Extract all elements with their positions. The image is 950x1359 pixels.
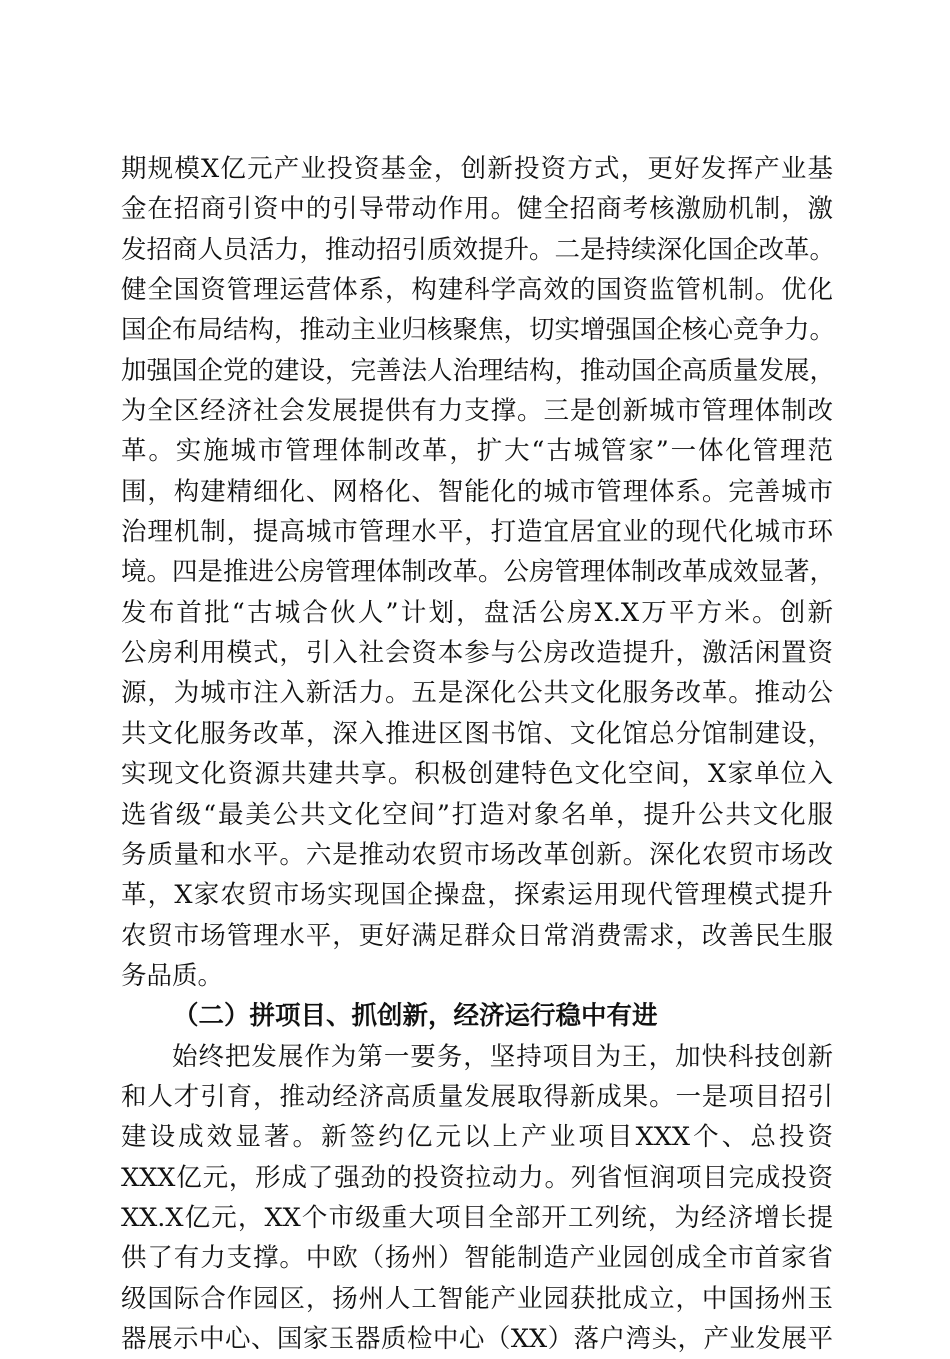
text-line: 革。实施城市管理体制改革，扩大“古城管家”一体化管理范 (121, 436, 833, 467)
section-heading: （二）拼项目、抓创新，经济运行稳中有进 (173, 1001, 658, 1032)
text-line: 务质量和水平。六是推动农贸市场改革创新。深化农贸市场改 (121, 839, 833, 870)
text-line: 务品质。 (121, 960, 224, 991)
text-line: 始终把发展作为第一要务，坚持项目为王，加快科技创新 (172, 1041, 833, 1072)
text-line: 和人才引育，推动经济高质量发展取得新成果。一是项目招引 (121, 1081, 833, 1112)
text-line: 共文化服务改革，深入推进区图书馆、文化馆总分馆制建设， (121, 718, 833, 749)
text-line: 治理机制，提高城市管理水平，打造宜居宜业的现代化城市环 (121, 517, 833, 548)
text-line: 境。四是推进公房管理体制改革。公房管理体制改革成效显著， (121, 557, 836, 588)
text-line: 器展示中心、国家玉器质检中心（XX）落户湾头，产业发展平 (121, 1323, 833, 1354)
text-line: 源，为城市注入新活力。五是深化公共文化服务改革。推动公 (121, 678, 833, 709)
text-line: XXX亿元，形成了强劲的投资拉动力。列省恒润项目完成投资 (121, 1162, 833, 1193)
text-line: 国企布局结构，推动主业归核聚焦，切实增强国企核心竞争力。 (121, 315, 836, 346)
text-line: 革，X家农贸市场实现国企操盘，探索运用现代管理模式提升 (121, 880, 833, 911)
text-line: 选省级“最美公共文化空间”打造对象名单，提升公共文化服 (121, 799, 833, 830)
text-line: 发布首批“古城合伙人”计划，盘活公房X.X万平方米。创新 (121, 597, 833, 628)
text-line: 期规模X亿元产业投资基金，创新投资方式，更好发挥产业基 (121, 154, 833, 184)
text-line: 建设成效显著。新签约亿元以上产业项目XXX个、总投资 (121, 1122, 833, 1153)
text-line: 围，构建精细化、网格化、智能化的城市管理体系。完善城市 (121, 476, 833, 507)
text-line: 加强国企党的建设，完善法人治理结构，推动国企高质量发展， (121, 355, 836, 386)
text-line: 实现文化资源共建共享。积极创建特色文化空间，X家单位入 (121, 759, 833, 790)
document-body (121, 149, 836, 1359)
text-line: 为全区经济社会发展提供有力支撑。三是创新城市管理体制改 (121, 396, 833, 427)
text-line: 级国际合作园区，扬州人工智能产业园获批成立，中国扬州玉 (121, 1283, 833, 1314)
text-line: 金在招商引资中的引导带动作用。健全招商考核激励机制，激 (121, 194, 833, 225)
text-line: 健全国资管理运营体系，构建科学高效的国资监管机制。优化 (121, 275, 833, 306)
text-line: 公房利用模式，引入社会资本参与公房改造提升，激活闲置资 (121, 638, 833, 669)
text-line: 发招商人员活力，推动招引质效提升。二是持续深化国企改革。 (121, 234, 836, 265)
text-line: 农贸市场管理水平，更好满足群众日常消费需求，改善民生服 (121, 920, 833, 951)
text-line: 供了有力支撑。中欧（扬州）智能制造产业园创成全市首家省 (121, 1243, 833, 1274)
text-line: XX.X亿元，XX个市级重大项目全部开工列统，为经济增长提 (121, 1202, 833, 1233)
